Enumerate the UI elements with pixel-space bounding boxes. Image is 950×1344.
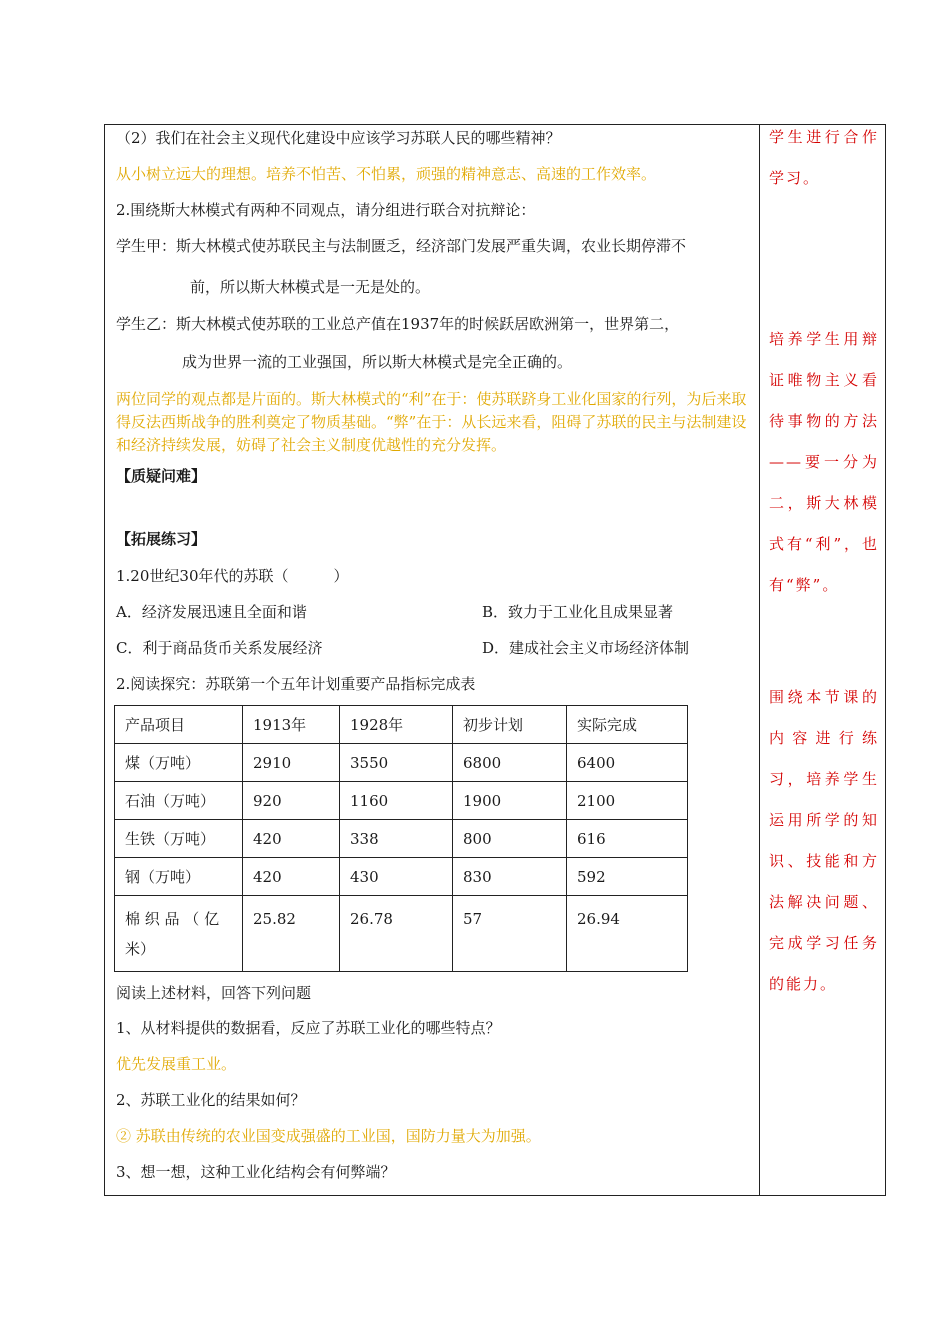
table-cell: 920 bbox=[243, 782, 340, 820]
table-cell: 420 bbox=[243, 858, 340, 896]
sub-question-3: 3、想一想，这种工业化结构会有何弊端？ bbox=[116, 1163, 396, 1181]
table-cell: 6800 bbox=[453, 744, 567, 782]
table-cell: 25.82 bbox=[243, 896, 340, 972]
table-cell: 生铁（万吨） bbox=[115, 820, 243, 858]
table-cell: 430 bbox=[340, 858, 453, 896]
header-cell: 初步计划 bbox=[453, 706, 567, 744]
column-divider bbox=[759, 124, 760, 1196]
student-b-line2: 成为世界一流的工业强国，所以斯大林模式是完全正确的。 bbox=[182, 353, 573, 371]
table-cell: 2100 bbox=[567, 782, 688, 820]
student-a-line1: 学生甲：斯大林模式使苏联民主与法制匮乏，经济部门发展严重失调，农业长期停滞不 bbox=[116, 237, 687, 255]
table-cell: 石油（万吨） bbox=[115, 782, 243, 820]
section-practice: 【拓展练习】 bbox=[116, 530, 207, 548]
student-a-line2: 前，所以斯大林模式是一无是处的。 bbox=[190, 278, 431, 296]
table-cell: 3550 bbox=[340, 744, 453, 782]
table-cell: 1160 bbox=[340, 782, 453, 820]
question-2: （2）我们在社会主义现代化建设中应该学习苏联人民的哪些精神？ bbox=[116, 129, 561, 147]
table-header-row bbox=[115, 706, 688, 744]
read-prompt: 阅读上述材料，回答下列问题 bbox=[116, 984, 312, 1002]
table-row bbox=[115, 896, 688, 972]
answer-2: 从小树立远大的理想。培养不怕苦、不怕累，顽强的精神意志、高速的工作效率。 bbox=[116, 165, 657, 183]
production-table bbox=[114, 705, 688, 972]
mcq-option-d: D．建成社会主义市场经济体制 bbox=[482, 639, 690, 657]
side-note-2: 培养学生用辩证唯物主义看待事物的方法——要一分为二，斯大林模式有“利”，也有“弊”。 bbox=[769, 330, 879, 594]
student-b-line1: 学生乙：斯大林模式使苏联的工业总产值在1937年的时候跃居欧洲第一，世界第二， bbox=[116, 315, 680, 333]
debate-intro: 2.围绕斯大林模式有两种不同观点，请分组进行联合对抗辩论： bbox=[116, 201, 536, 219]
table-cell: 338 bbox=[340, 820, 453, 858]
table-cell: 6400 bbox=[567, 744, 688, 782]
table-cell: 26.78 bbox=[340, 896, 453, 972]
table-row bbox=[115, 782, 688, 820]
mcq-question: 1.20世纪30年代的苏联（ ） bbox=[116, 567, 349, 585]
table-cell: 26.94 bbox=[567, 896, 688, 972]
table-cell: 57 bbox=[453, 896, 567, 972]
header-cell: 实际完成 bbox=[567, 706, 688, 744]
table-cell: 592 bbox=[567, 858, 688, 896]
side-note-3: 围绕本节课的内容进行练习，培养学生运用所学的知识、技能和方法解决问题、完成学习任务的能力。 bbox=[769, 688, 879, 993]
sub-answer-1: 优先发展重工业。 bbox=[116, 1055, 237, 1073]
table-cell: 830 bbox=[453, 858, 567, 896]
mcq-option-c: C．利于商品货币关系发展经济 bbox=[116, 639, 323, 657]
table-row bbox=[115, 858, 688, 896]
header-cell: 产品项目 bbox=[115, 706, 243, 744]
table-cell: 616 bbox=[567, 820, 688, 858]
table-cell: 钢（万吨） bbox=[115, 858, 243, 896]
mcq-option-b: B．致力于工业化且成果显著 bbox=[482, 603, 674, 621]
table-row bbox=[115, 744, 688, 782]
table-cell: 800 bbox=[453, 820, 567, 858]
sub-question-1: 1、从材料提供的数据看，反应了苏联工业化的哪些特点？ bbox=[116, 1019, 501, 1037]
sub-question-2: 2、苏联工业化的结果如何？ bbox=[116, 1091, 306, 1109]
sub-answer-2: ② 苏联由传统的农业国变成强盛的工业国，国防力量大为加强。 bbox=[116, 1127, 541, 1145]
table-cell: 420 bbox=[243, 820, 340, 858]
section-doubt: 【质疑问难】 bbox=[116, 467, 207, 485]
table-cell: 1900 bbox=[453, 782, 567, 820]
table-title: 2.阅读探究：苏联第一个五年计划重要产品指标完成表 bbox=[116, 675, 476, 693]
header-cell: 1928年 bbox=[340, 706, 453, 744]
table-cell: 2910 bbox=[243, 744, 340, 782]
table-row bbox=[115, 820, 688, 858]
debate-answer: 两位同学的观点都是片面的。斯大林模式的“利”在于：使苏联跻身工业化国家的行列，为后来取得反法西斯战争的胜利奠定了物质基础。“弊”在于：从长远来看，阻碍了苏联的民主与法制建设和经济持续发展，妨碍了社会主义制度优越性的充分发挥。 bbox=[116, 390, 747, 454]
mcq-option-a: A．经济发展迅速且全面和谐 bbox=[116, 603, 307, 621]
table-cell: 煤（万吨） bbox=[115, 744, 243, 782]
header-cell: 1913年 bbox=[243, 706, 340, 744]
side-note-1: 学生进行合作学习。 bbox=[769, 128, 879, 187]
table-cell: 棉 织 品 （ 亿米） bbox=[115, 896, 243, 972]
